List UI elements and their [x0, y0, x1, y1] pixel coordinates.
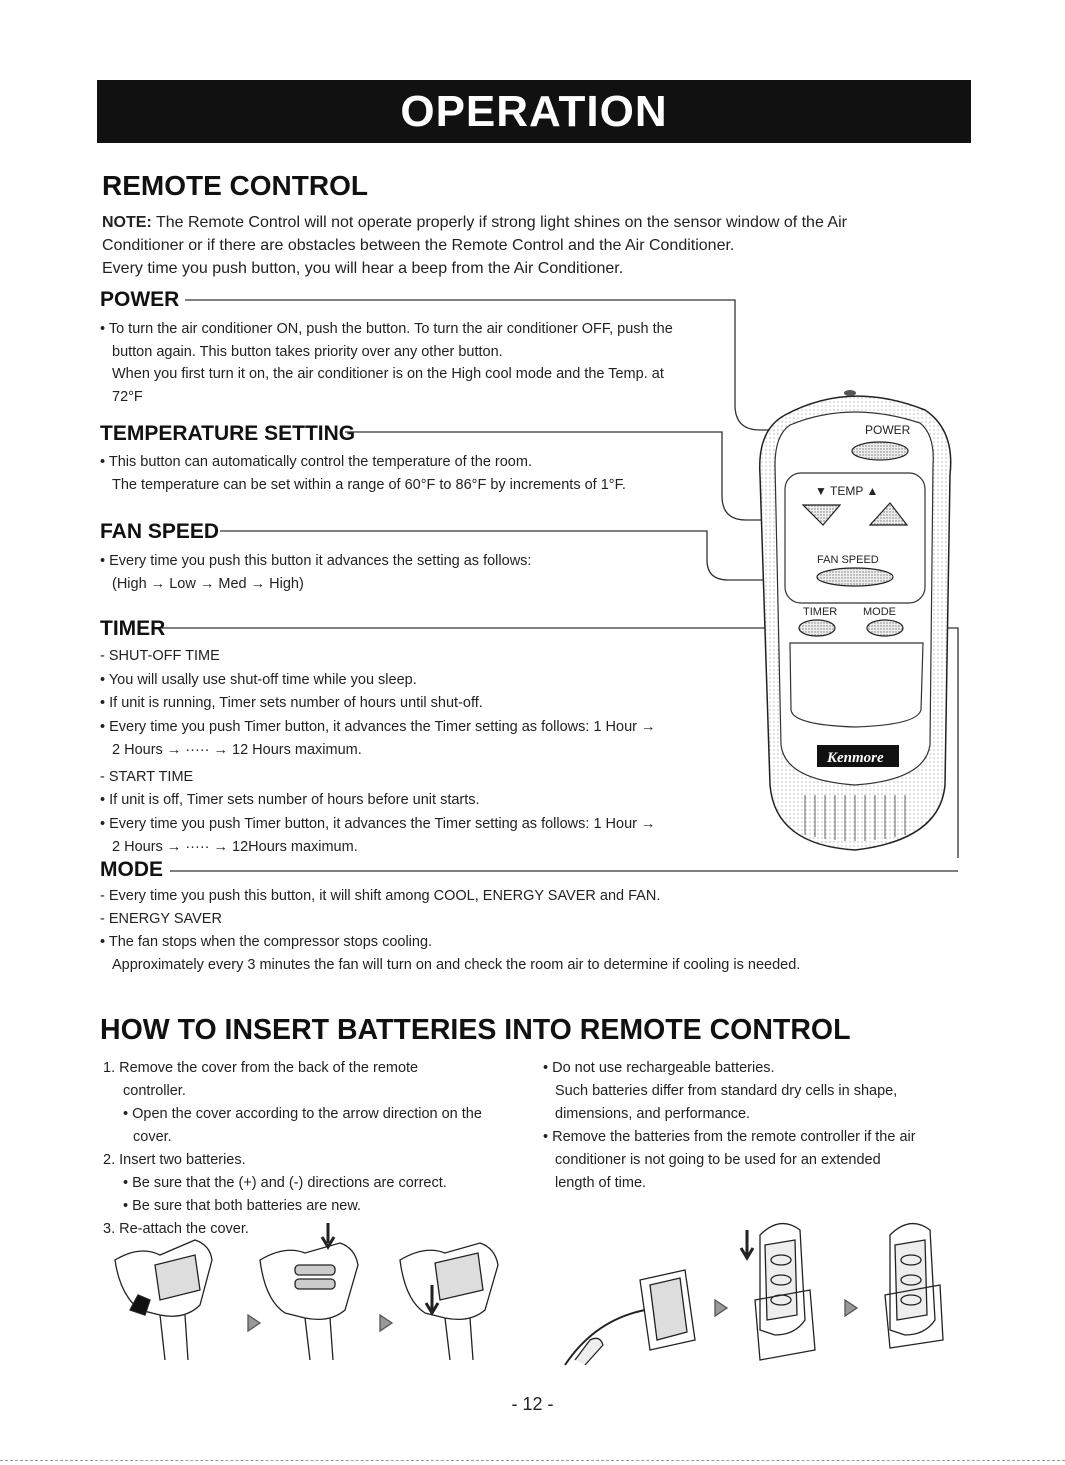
- kenmore-logo: [817, 745, 899, 767]
- temperature-line: • This button can automatically control the temperature of the room.: [100, 454, 532, 470]
- remote-timer-label: TIMER: [803, 606, 838, 618]
- page-bottom-border: [0, 1460, 1065, 1461]
- timer-line: 2 Hours → ····· → 12 Hours maximum.: [112, 742, 362, 758]
- timer-line: • If unit is off, Timer sets number of hours before unit starts.: [100, 792, 480, 808]
- remote-power-button[interactable]: [852, 442, 908, 460]
- svg-text:Kenmore: Kenmore: [827, 750, 884, 766]
- battery-step-line: 3. Re-attach the cover.: [103, 1221, 249, 1237]
- section-heading-remote-control: REMOTE CONTROL: [102, 170, 368, 201]
- note-text: The Remote Control will not operate properly if strong light shines on the sensor window of the Air: [151, 214, 847, 231]
- next-arrow-icon: [845, 1300, 857, 1316]
- remote-holder-illustration: [555, 1200, 950, 1370]
- remote-temp-label: ▼ TEMP ▲: [815, 484, 879, 498]
- timer-line: - START TIME: [100, 768, 194, 785]
- battery-step-line: 2. Insert two batteries.: [103, 1152, 246, 1168]
- battery-note-line: • Remove the batteries from the remote controller if the air: [543, 1129, 916, 1145]
- down-arrow-icon: [426, 1285, 438, 1313]
- down-arrow-icon: [741, 1230, 753, 1258]
- power-line: 72°F: [112, 388, 143, 405]
- mode-line: - ENERGY SAVER: [100, 911, 222, 927]
- remote-control-illustration: [745, 385, 960, 860]
- remote-mode-button[interactable]: [867, 620, 903, 636]
- remote-fan-button[interactable]: [817, 568, 893, 586]
- timer-line: 2 Hours → ····· → 12Hours maximum.: [112, 839, 358, 855]
- page-number: - 12 -: [511, 1394, 554, 1414]
- next-arrow-icon: [248, 1315, 260, 1331]
- remote-mode-label: MODE: [863, 606, 896, 618]
- battery-note-line: length of time.: [555, 1175, 647, 1191]
- mode-line: - Every time you push this button, it will shift among COOL, ENERGY SAVER and FAN.: [100, 888, 661, 904]
- note-label: NOTE:: [102, 214, 152, 231]
- page-banner: OPERATION: [97, 80, 971, 143]
- down-arrow-icon: [322, 1223, 334, 1247]
- step-reattach-cover-illustration: [400, 1243, 498, 1360]
- mode-line: Approximately every 3 minutes the fan will turn on and check the room air to determine if cooling is needed.: [112, 957, 801, 973]
- battery-step-line: 1. Remove the cover from the back of the remote: [103, 1060, 419, 1076]
- holder-mount-illustration: [565, 1270, 695, 1365]
- timer-line: • Every time you push Timer button, it advances the Timer setting as follows: 1 Hour →: [100, 718, 656, 735]
- step-open-cover-illustration: [115, 1240, 212, 1360]
- battery-step-line: • Open the cover according to the arrow direction on the: [123, 1106, 482, 1122]
- temp-callout-line: [345, 432, 800, 520]
- battery-insertion-illustration: [100, 1215, 520, 1365]
- battery-note-line: • Do not use rechargeable batteries.: [543, 1060, 775, 1076]
- battery-note-line: conditioner is not going to be used for an extended: [555, 1152, 881, 1168]
- temperature-heading: TEMPERATURE SETTING: [100, 422, 356, 445]
- remote-face: [775, 412, 933, 785]
- holder-complete-illustration: [885, 1224, 943, 1348]
- remote-fan-label: FAN SPEED: [817, 554, 879, 566]
- battery-step-line: • Be sure that both batteries are new.: [123, 1198, 362, 1214]
- next-arrow-icon: [715, 1300, 727, 1316]
- fan-speed-line: (High → Low → Med → High): [112, 576, 304, 592]
- mode-heading: MODE: [100, 858, 163, 881]
- timer-line: - SHUT-OFF TIME: [100, 648, 220, 664]
- power-line: button again. This button takes priority over any other button.: [112, 343, 503, 360]
- fan-speed-heading: FAN SPEED: [100, 520, 220, 543]
- power-line: • To turn the air conditioner ON, push the button. To turn the air conditioner OFF, push the: [100, 321, 673, 337]
- mode-line: • The fan stops when the compressor stops cooling.: [100, 934, 433, 950]
- timer-heading: TIMER: [100, 617, 166, 640]
- next-arrow-icon: [380, 1315, 392, 1331]
- batteries-heading: HOW TO INSERT BATTERIES INTO REMOTE CONTROL: [100, 1014, 851, 1046]
- timer-line: • If unit is running, Timer sets number of hours until shut-off.: [100, 695, 483, 711]
- timer-line: • Every time you push Timer button, it advances the Timer setting as follows: 1 Hour →: [100, 815, 656, 832]
- sensor-icon: [844, 390, 856, 396]
- battery-note-line: dimensions, and performance.: [555, 1106, 751, 1122]
- power-heading: POWER: [100, 288, 180, 311]
- batteries-left-text: [103, 1057, 543, 1241]
- remote-timer-button[interactable]: [799, 620, 835, 636]
- battery-step-line: • Be sure that the (+) and (-) directions are correct.: [123, 1175, 447, 1191]
- battery-step-line: controller.: [123, 1083, 186, 1099]
- step-insert-batteries-illustration: [260, 1223, 358, 1360]
- note-line-2: Conditioner or if there are obstacles between the Remote Control and the Air Conditioner.: [102, 237, 735, 254]
- temperature-line: The temperature can be set within a range of 60°F to 86°F by increments of 1°F.: [112, 477, 626, 493]
- power-line: When you first turn it on, the air conditioner is on the High cool mode and the Temp. at: [112, 366, 664, 382]
- holder-insert-remote-illustration: [741, 1224, 815, 1360]
- battery-note-line: Such batteries differ from standard dry cells in shape,: [555, 1083, 898, 1099]
- batteries-right-text: [543, 1057, 963, 1195]
- fan-speed-line: • Every time you push this button it advances the setting as follows:: [100, 553, 532, 569]
- remote-power-label: POWER: [865, 423, 911, 437]
- timer-line: • You will usally use shut-off time while you sleep.: [100, 671, 417, 688]
- fan-callout-line: [220, 531, 810, 580]
- battery-step-line: cover.: [133, 1129, 172, 1145]
- note-line-3: Every time you push button, you will hear a beep from the Air Conditioner.: [102, 260, 624, 277]
